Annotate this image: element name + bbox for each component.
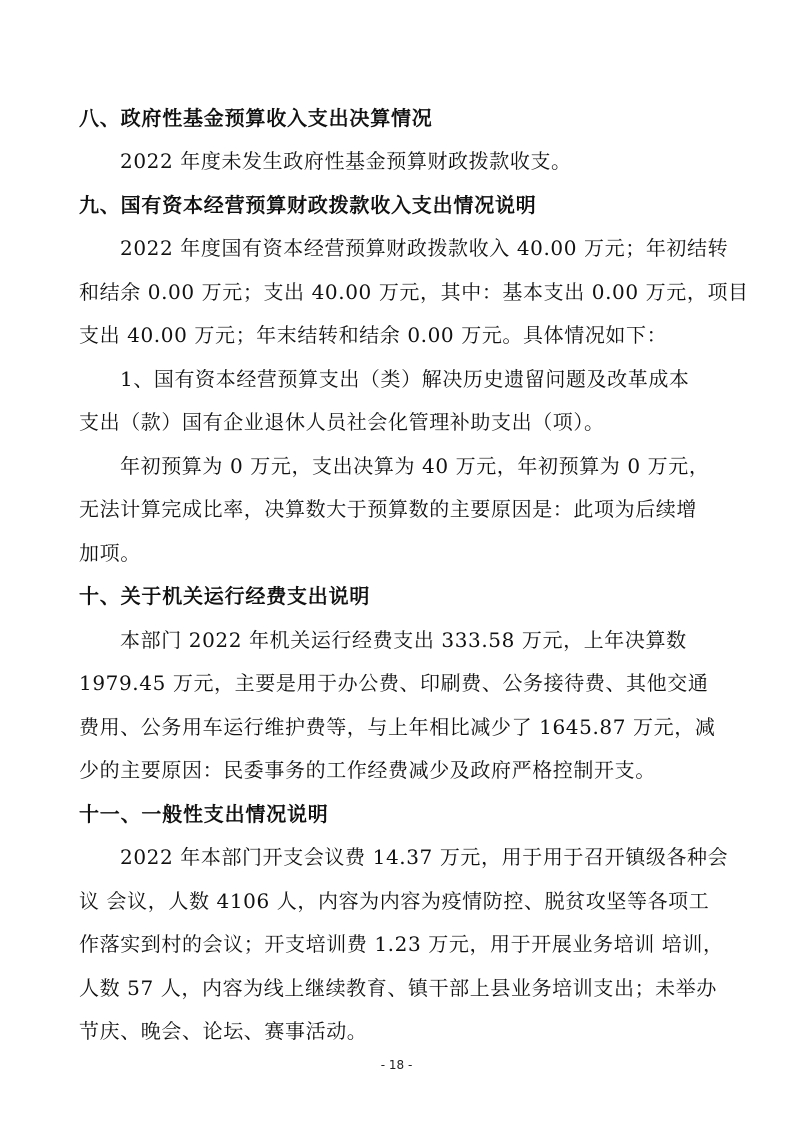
section-heading: 十、关于机关运行经费支出说明: [79, 584, 371, 608]
paragraph-line: 1、国有资本经营预算支出（类）解决历史遗留问题及改革成本: [120, 367, 690, 391]
section-heading: 八、政府性基金预算收入支出决算情况: [79, 106, 433, 130]
paragraph-line: 人数 57 人，内容为线上继续教育、镇干部上县业务培训支出；未举办: [79, 976, 717, 1000]
section-heading: 十一、一般性支出情况说明: [79, 802, 329, 826]
paragraph-line: 1979.45 万元，主要是用于办公费、印刷费、公务接待费、其他交通: [79, 671, 709, 695]
page-number: - 18 -: [380, 1058, 413, 1072]
paragraph-line: 年初预算为 0 万元，支出决算为 40 万元，年初预算为 0 万元，: [120, 454, 710, 478]
paragraph-line: 作落实到村的会议；开支培训费 1.23 万元，用于开展业务培训 培训，: [79, 932, 724, 956]
paragraph-line: 2022 年度国有资本经营预算财政拨款收入 40.00 万元；年初结转: [120, 236, 729, 260]
paragraph-line: 无法计算完成比率，决算数大于预算数的主要原因是：此项为后续增: [79, 497, 697, 521]
paragraph-line: 加项。: [79, 541, 141, 565]
paragraph-line: 费用、公务用车运行维护费等，与上年相比减少了 1645.87 万元，减: [79, 715, 716, 739]
paragraph-line: 少的主要原因：民委事务的工作经费减少及政府严格控制开支。: [79, 758, 656, 782]
paragraph-line: 本部门 2022 年机关运行经费支出 333.58 万元，上年决算数: [120, 628, 687, 652]
paragraph-line: 2022 年本部门开支会议费 14.37 万元，用于用于召开镇级各种会: [120, 845, 729, 869]
paragraph-line: 支出 40.00 万元；年末结转和结余 0.00 万元。具体情况如下：: [79, 323, 668, 347]
paragraph-line: 议 会议，人数 4106 人，内容为内容为疫情防控、脱贫攻坚等各项工: [79, 889, 710, 913]
paragraph-line: 和结余 0.00 万元；支出 40.00 万元，其中：基本支出 0.00 万元，项目: [79, 280, 749, 304]
paragraph-line: 2022 年度未发生政府性基金预算财政拨款收支。: [120, 149, 572, 173]
paragraph-line: 支出（款）国有企业退休人员社会化管理补助支出（项）。: [79, 410, 605, 434]
paragraph-line: 节庆、晚会、论坛、赛事活动。: [79, 1019, 368, 1043]
section-heading: 九、国有资本经营预算财政拨款收入支出情况说明: [79, 193, 537, 217]
